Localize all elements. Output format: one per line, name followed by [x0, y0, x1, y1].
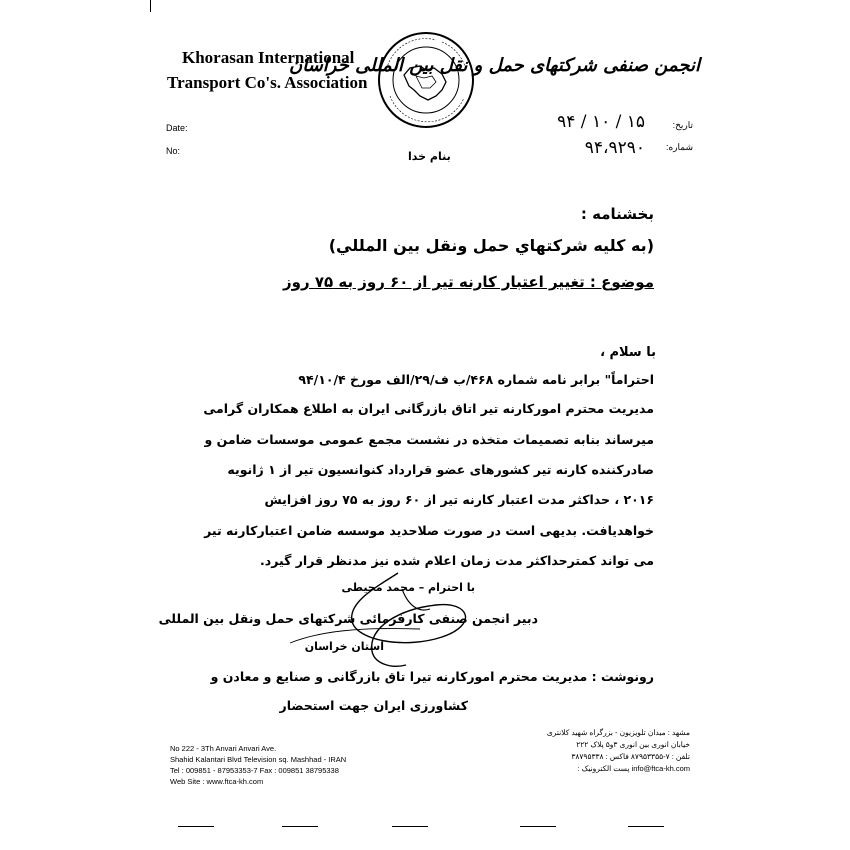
- footer-persian-address: [547, 727, 690, 775]
- recipients-line: (به کلیه شرکتهاي حمل ونقل بين المللي): [328, 236, 654, 255]
- footer-fa-line-2: خیابان انوری بین انوری ۳و۵ پلاک ۲۲۲: [576, 740, 690, 749]
- number-value: ۹۴،۹۲۹۰: [584, 138, 645, 158]
- body-line-5: ۲۰۱۶ ، حداکثر مدت اعتبار کارنه تیر از ۶۰ روز به ۷۵ روز افزایش: [264, 492, 654, 507]
- number-label-fa: شماره:: [665, 142, 693, 152]
- association-seal-logo: [376, 30, 476, 130]
- footer-fa-line-1: مشهد : میدان تلویزیون - بزرگراه شهید کلانتری: [546, 728, 690, 737]
- footer-rule-2: [282, 826, 318, 827]
- body-line-2: مدیریت محترم امورکارنه تیر اتاق بازرگانی ایران به اطلاع همکاران گرامی: [203, 401, 654, 416]
- footer-rule-1: [178, 826, 214, 827]
- date-value: ۹۴ / ۱۰ / ۱۵: [557, 112, 645, 132]
- handwritten-signature: [230, 565, 550, 675]
- signer-region: استان خراسان: [304, 640, 384, 653]
- footer-rule-5: [628, 826, 664, 827]
- footer-fa-line-4: info@ftca-kh.com پست الکترونیک :: [577, 764, 690, 773]
- bismillah: بنام خدا: [408, 150, 451, 163]
- footer-rule-3: [392, 826, 428, 827]
- date-label-fa: تاریخ:: [672, 120, 693, 130]
- circular-heading: بخشنامه :: [580, 205, 654, 223]
- footer-english-address: [170, 743, 346, 787]
- english-org-name-line1: Khorasan International: [182, 48, 355, 67]
- no-label-en: No:: [166, 146, 181, 156]
- subject-line: موضوع : تغییر اعتبار کارنه تیر از ۶۰ روز به ۷۵ روز: [282, 273, 654, 291]
- body-line-3: میرساند بنابه تصمیمات متخذه در نشست مجمع عمومی موسسات ضامن و: [204, 432, 654, 447]
- body-line-4: صادرکننده کارنه تیر کشورهای عضو قرارداد کنوانسیون تیر از ۱ ژانویه: [227, 462, 654, 477]
- signer-title: دبیر انجمن صنفی کارفرمائی شرکتهای حمل ونقل بین المللی: [158, 611, 538, 626]
- scan-corner-mark: [150, 0, 151, 12]
- footer-en-line-4: Web Site : www.ftca-kh.com: [170, 777, 264, 786]
- date-label-en: Date:: [166, 123, 188, 133]
- greeting: با سلام ،: [600, 345, 656, 360]
- closing-line: با احترام – محمد محیطی: [341, 581, 475, 594]
- cc-line-2: کشاورزی ایران جهت استحضار: [279, 698, 468, 713]
- footer-en-line-2: Shahid Kalantari Blvd Television sq. Mashhad - IRAN: [170, 755, 347, 764]
- footer-en-line-1: No 222 - 3Th Anvari Anvari Ave.: [170, 744, 277, 753]
- english-org-name-line2: Transport Co's. Association: [167, 73, 368, 92]
- body-line-6: خواهدیافت. بدیهی است در صورت صلاحدید موسسه ضامن اعتبارکارنه تیر: [204, 523, 654, 538]
- footer-en-line-3: Tel : 009851 - 87953353-7 Fax : 009851 38795338: [170, 766, 339, 775]
- footer-rule-4: [520, 826, 556, 827]
- footer-fa-line-3: تلفن : ۷-۸۷۹۵۳۳۵۵ فاکس : ۳۸۷۹۵۳۳۸: [571, 752, 690, 761]
- body-line-1: احتراماً" برابر نامه شماره ۴۶۸/ب ف/۲۹/الف مورخ ۹۴/۱۰/۴: [298, 372, 654, 387]
- persian-org-name: انجمن صنفی شرکتهای حمل و نقل بین المللی خراسان: [289, 55, 700, 76]
- cc-line-1: رونوشت : مدیریت محترم امورکارنه تیرا تاق بازرگانی و صنایع و معادن و: [210, 669, 654, 684]
- body-line-7: می تواند کمترحداکثر مدت زمان اعلام شده نیز مدنظر قرار گیرد.: [260, 553, 654, 568]
